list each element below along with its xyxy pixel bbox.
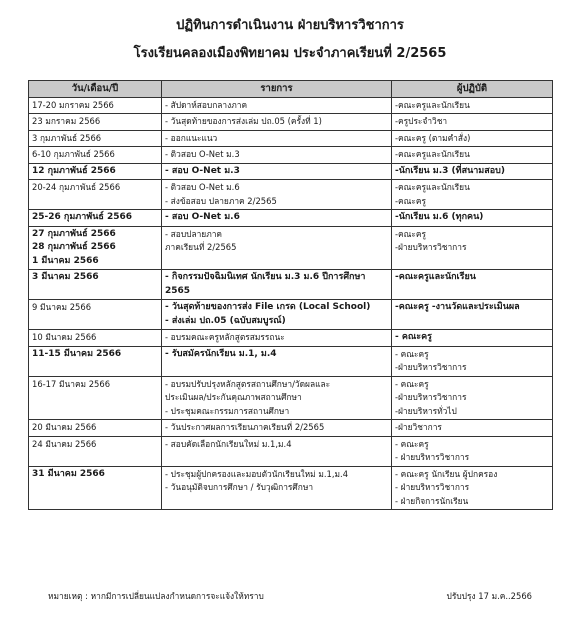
date-cell-line: 27 กุมภาพันธ์ 2566 [32,228,116,239]
responsible-cell-line: -คณะครู -งานวัดและประเมินผล [395,302,520,312]
date-cell-line: 25-26 กุมภาพันธ์ 2566 [32,212,133,222]
items-cell-line: - ออกแนะแนว [165,132,218,143]
date-cell [29,130,162,147]
date-cell [29,346,162,376]
responsible-cell-line: - คณะครู [395,348,429,359]
responsible-cell [392,147,553,164]
responsible-cell [392,330,553,347]
responsible-cell-line: - ฝ่ายบริหารวิชาการ [395,482,470,492]
items-cell-line: - สัปดาห์สอบกลางภาค [165,99,248,110]
responsible-cell [392,376,553,420]
responsible-cell-line: -คณะครู [395,195,426,206]
table-row [29,114,553,131]
table-row [29,346,553,376]
responsible-cell-line: - คณะครู [395,438,429,449]
table-row [29,300,553,330]
items-cell-line: - ส่งเล่ม ปถ.05 (ฉบับสมบูรณ์) [165,315,286,326]
responsible-cell-line: -ฝ่ายบริหารทั่วไป [395,405,457,416]
items-cell [162,226,392,270]
responsible-cell-line: -นักเรียน ม.6 (ทุกคน) [395,212,484,222]
date-cell-line: 20 มีนาคม 2566 [32,422,97,432]
items-cell [162,376,392,420]
responsible-cell [392,130,553,147]
date-cell [29,163,162,180]
items-cell-line: ภาคเรียนที่ 2/2565 [165,242,237,252]
table-row [29,270,553,300]
items-cell-line: - สอบคัดเลือกนักเรียนใหม่ ม.1,ม.4 [165,438,292,449]
date-cell-line: 6-10 กุมภาพันธ์ 2566 [32,149,115,159]
responsible-cell-line: - คณะครู [395,332,432,342]
table-row [29,147,553,164]
date-cell-line: 17-20 มกราคม 2566 [32,99,114,110]
table-row [29,163,553,180]
responsible-cell [392,420,553,437]
date-cell [29,114,162,131]
date-cell-line: 11-15 มีนาคม 2566 [32,348,122,359]
document-title: ปฏิทินการดำเนินงาน ฝ่ายบริหารวิชาการ [176,18,404,33]
items-cell-line: - ประชุมผู้ปกครองและมอบตัวนักเรียนใหม่ ม.1,ม.4 [165,468,349,479]
table-row [29,466,553,510]
items-cell [162,330,392,347]
items-cell [162,270,392,300]
date-cell-line: 3 มีนาคม 2566 [32,272,99,282]
header-responsible: ผู้ปฏิบัติ [392,81,553,98]
items-cell [162,130,392,147]
table-row [29,420,553,437]
items-cell [162,114,392,131]
items-cell [162,210,392,227]
schedule-table [28,80,553,510]
date-cell-line: 31 มีนาคม 2566 [32,468,105,479]
responsible-cell-line: - ฝ่ายกิจการนักเรียน [395,495,469,506]
items-cell-line: - กิจกรรมปัจฉิมนิเทศ นักเรียน ม.3 ม.6 ปีการศึกษา [165,272,366,282]
items-cell-line: 2565 [165,285,191,296]
date-cell [29,300,162,330]
items-cell [162,97,392,114]
responsible-cell [392,163,553,180]
table-row [29,376,553,420]
responsible-cell-line: -คณะครู (ตามคำสั่ง) [395,132,471,143]
items-cell-line: - วันอนุมัติจบการศึกษา / รับวุฒิการศึกษา [165,482,314,492]
responsible-cell-line: -ฝ่ายบริหารวิชาการ [395,392,467,402]
items-cell-line: - วันสุดท้ายของการส่ง File เกรด (Local School) [165,302,371,312]
items-cell-line: - สอบปลายภาค [165,228,223,239]
items-cell [162,180,392,210]
header-date: วัน/เดือน/ปี [29,81,162,98]
date-cell [29,180,162,210]
date-cell-line: 3 กุมภาพันธ์ 2566 [32,132,102,143]
table-header-row [29,81,553,98]
items-cell [162,436,392,466]
date-cell [29,270,162,300]
responsible-cell-line: -ฝ่ายบริหารวิชาการ [395,362,467,372]
items-cell-line: - อบรมปรับปรุงหลักสูตรสถานศึกษา/วัดผลและ [165,378,331,389]
items-cell-line: - ติวสอบ O-Net ม.6 [165,182,240,192]
responsible-cell [392,180,553,210]
date-cell [29,376,162,420]
date-cell [29,420,162,437]
footer-note: หมายเหตุ : หากมีการเปลี่ยนแปลงกำหนดการจะแจ้งให้ทราบ [48,591,264,601]
items-cell-line: - ติวสอบ O-Net ม.3 [165,149,240,159]
responsible-cell-line: - ฝ่ายบริหารวิชาการ [395,452,470,462]
items-cell [162,300,392,330]
items-cell-line: - สอบ O-Net ม.6 [165,212,240,222]
date-cell [29,226,162,270]
responsible-cell-line: -ครูประจำวิชา [395,116,448,126]
date-cell-line: 28 กุมภาพันธ์ 2566 [32,242,116,252]
responsible-cell [392,300,553,330]
items-cell [162,346,392,376]
date-cell-line: 1 มีนาคม 2566 [32,255,99,266]
date-cell [29,330,162,347]
header-items: รายการ [162,81,392,98]
date-cell-line: 10 มีนาคม 2566 [32,332,97,342]
responsible-cell-line: -ฝ่ายวิชาการ [395,422,442,432]
date-cell-line: 16-17 มีนาคม 2566 [32,378,111,389]
table-row [29,180,553,210]
date-cell [29,436,162,466]
document-subtitle: โรงเรียนคลองเมืองพิทยาคม ประจำภาคเรียนที่ 2/2565 [133,46,447,61]
items-cell-line: - วันประกาศผลการเรียนภาคเรียนที่ 2/2565 [165,422,325,432]
table-row [29,97,553,114]
items-cell-line: - วันสุดท้ายของการส่งเล่ม ปถ.05 (ครั้งที่ 1) [165,116,322,126]
items-cell-line: - สอบ O-Net ม.3 [165,165,240,176]
responsible-cell-line: - คณะครู นักเรียน ผู้ปกครอง [395,468,498,479]
items-cell [162,466,392,510]
responsible-cell-line: -คณะครูและนักเรียน [395,99,470,110]
items-cell [162,147,392,164]
responsible-cell [392,114,553,131]
items-cell-line: - ส่งข้อสอบ ปลายภาค 2/2565 [165,195,277,206]
date-cell [29,97,162,114]
table-row [29,226,553,270]
responsible-cell [392,436,553,466]
responsible-cell-line: - คณะครู [395,378,429,389]
responsible-cell [392,270,553,300]
responsible-cell-line: -คณะครู [395,228,426,239]
date-cell-line: 12 กุมภาพันธ์ 2566 [32,165,116,176]
date-cell-line: 20-24 กุมภาพันธ์ 2566 [32,182,121,192]
table-row [29,210,553,227]
items-cell-line: - ประชุมคณะกรรมการสถานศึกษา [165,405,290,416]
table-body [29,97,553,510]
responsible-cell [392,346,553,376]
items-cell [162,163,392,180]
items-cell-line: - อบรมคณะครูหลักสูตรสมรรถนะ [165,332,285,342]
footer-revised-date: ปรับปรุง 17 ม.ค..2566 [446,591,532,601]
responsible-cell [392,210,553,227]
responsible-cell-line: -คณะครูและนักเรียน [395,182,470,192]
responsible-cell-line: -ฝ่ายบริหารวิชาการ [395,242,467,252]
responsible-cell-line: -คณะครูและนักเรียน [395,272,476,282]
responsible-cell [392,226,553,270]
date-cell [29,466,162,510]
date-cell-line: 9 มีนาคม 2566 [32,302,92,312]
responsible-cell-line: -นักเรียน ม.3 (ที่สนามสอบ) [395,165,505,176]
date-cell [29,210,162,227]
responsible-cell-line: -คณะครูและนักเรียน [395,149,470,159]
responsible-cell [392,97,553,114]
table-row [29,436,553,466]
responsible-cell [392,466,553,510]
items-cell-line: ประเมินผล/ประกันคุณภาพสถานศึกษา [165,392,302,402]
table-row [29,330,553,347]
date-cell [29,147,162,164]
date-cell-line: 24 มีนาคม 2566 [32,438,97,449]
date-cell-line: 23 มกราคม 2566 [32,116,101,126]
table-row [29,130,553,147]
items-cell-line: - รับสมัครนักเรียน ม.1, ม.4 [165,348,277,359]
items-cell [162,420,392,437]
